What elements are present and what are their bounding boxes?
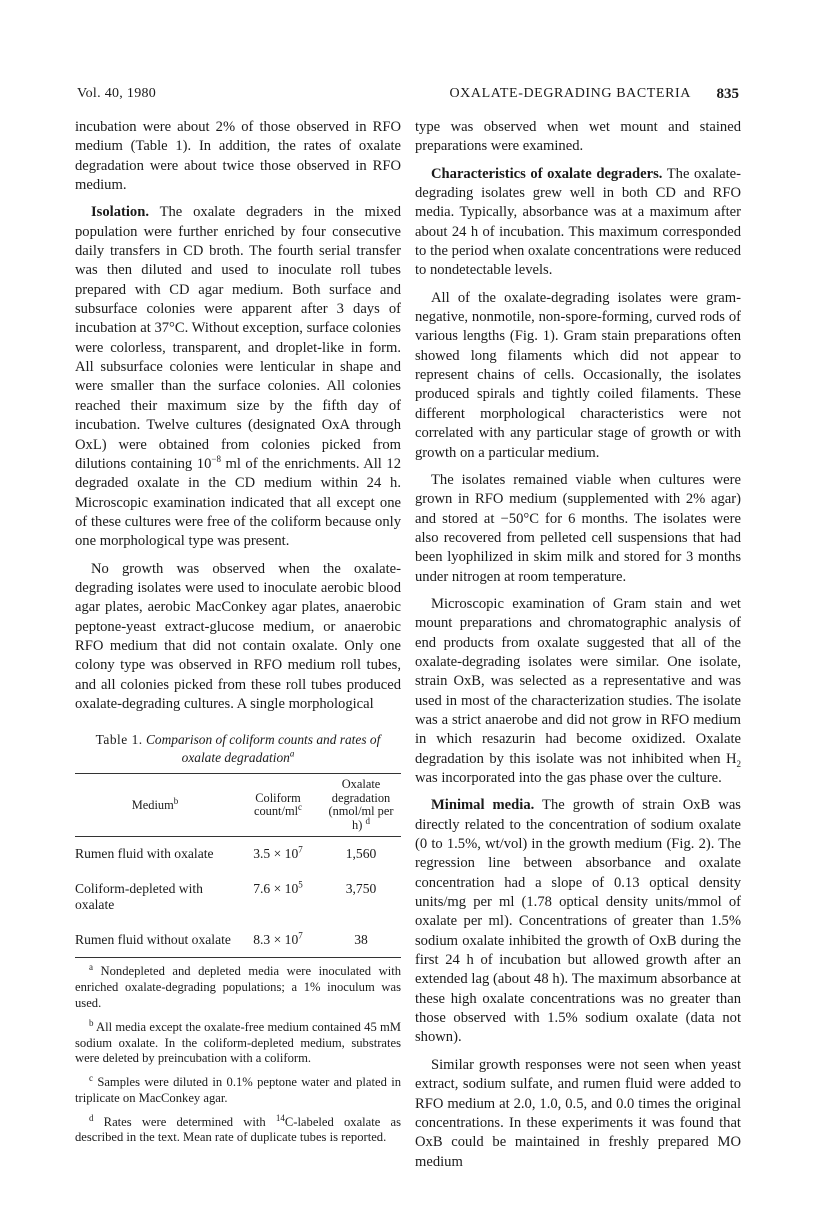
- volume-year: Vol. 40, 1980: [77, 86, 157, 101]
- paragraph-characteristics: [415, 165, 741, 281]
- paragraph-text: The growth of strain OxB was directly related to the concentration of sodium oxalate (0 to 1.5%, wt/vol) in the growth medium (Fig. 2). The regression line between absorbance and oxalate concentration had a slope of 0.13 optical density units/mg per ml (1.78 optical density units/mmol of oxalate per ml). Concentrations of greater than 1.5% sodium oxalate inhibited the growth of OxB during the first 24 h of incubation but allowed growth after an extended lag (about 48 h). The maximum absorbance at these high oxalate concentrations was no greater than those observed with 1.5% sodium oxalate (data not shown).: [415, 797, 741, 1046]
- right-column: [415, 118, 741, 1172]
- section-heading-characteristics: Characteristics of oxalate degraders.: [431, 165, 663, 182]
- table-title: Comparison of coliform counts and rates of oxalate degradation: [145, 732, 381, 766]
- paragraph-strain-oxb: Microscopic examination of Gram stain and wet mount preparations and chromatographic analysis of end products from oxalate suggested that all of the oxalate-degrading isolates were similar. One isolate, strain OxB, was selected as a representative and was used in most of the characterization studies. The isolate was a strict anaerobe and did not grow in RFO medium in which resazurin had become oxidized. Oxalate degradation by this isolate was not inhibited when $H_2$ was incorporated into the gas phase over the culture.: [415, 595, 741, 786]
- column-header-coliform-count: Coliform count/$ml^c$: [253, 790, 303, 819]
- table-row: [75, 923, 401, 958]
- footnote: $^b$ All media except the oxalate-free medium contained 45 mM sodium oxalate. In the coliform-depleted medium, substrates were deleted by preincubation with a coliform.: [75, 1017, 401, 1066]
- exponent: −8: [211, 453, 221, 464]
- table-row: [75, 837, 401, 872]
- page-number: 835: [716, 86, 739, 102]
- paragraph-growth-responses: Similar growth responses were not seen when yeast extract, sodium sulfate, and rumen fluid were added to RFO medium at 2.0, 1.0, 0.5, and 0.0 times the original concentrations. In these experiments it was found that OxB could be maintained in freshly prepared MO medium: [415, 1056, 741, 1170]
- paragraph-minimal-media: [415, 796, 741, 1047]
- footnote: $^d$ Rates were determined with $^{14}$C-labeled oxalate as described in the text. Mean rate of duplicate tubes is reported.: [75, 1112, 401, 1145]
- running-title: OXALATE-DEGRADING BACTERIA: [449, 86, 691, 101]
- paragraph-continued: type was observed when wet mount and stained preparations were examined.: [415, 119, 741, 155]
- footnote: $^c$ Samples were diluted in 0.1% peptone water and plated in triplicate on MacConkey agar.: [75, 1072, 401, 1105]
- subscript: 2: [736, 758, 741, 769]
- page-header: [77, 86, 739, 108]
- cell-coliform-count: $8.3 \times 10^7$: [253, 930, 303, 947]
- table-caption: [75, 731, 401, 767]
- cell-medium: Rumen fluid without oxalate: [75, 931, 231, 947]
- table-row: [75, 872, 401, 923]
- cell-degradation-rate: 38: [354, 931, 368, 947]
- cell-medium: Coliform-depleted with oxalate: [75, 880, 203, 913]
- cell-degradation-rate: 1,560: [345, 846, 377, 862]
- paragraph-continued: incubation were about 2% of those observed in RFO medium (Table 1). In addition, the rates of oxalate degradation were about twice those observed in RFO medium.: [75, 119, 401, 194]
- cell-coliform-count: $7.6 \times 10^5$: [253, 879, 303, 896]
- table-header-row: [75, 774, 401, 837]
- left-column: [75, 118, 401, 1146]
- paragraph-text: ml of the enrichments. All 12 degraded oxalate in the CD medium within 24 h. Microscopic examination indicated that all except one of these cultures were free of the coliform because only one morphological type was present.: [75, 455, 401, 550]
- table-label: Table 1.: [95, 732, 143, 748]
- paragraph-no-growth: No growth was observed when the oxalate-degrading isolates were used to inoculate aerobic blood agar plates, aerobic MacConkey agar plates, anaerobic peptone-yeast extract-glucose medium, or anaerobic RFO medium that did not contain oxalate. Only one colony type was observed in RFO medium roll tubes, and all colonies picked from these roll tubes produced oxalate-degrading cultures. A single morphological: [75, 560, 401, 712]
- footnote: $^a$ Nondepleted and depleted media were inoculated with enriched oxalate-degrading populations; a 1% inoculum was used.: [75, 962, 401, 1010]
- paragraph-morphology: All of the oxalate-degrading isolates were gram-negative, nonmotile, non-spore-forming, curved rods of various lengths (Fig. 1). Gram stain preparations often showed long filaments which did not appear to represent chains of cells. Occasionally, the isolates produced spirals and tightly coiled filaments. These different morphological characteristics were not correlated with any particular stage of growth or with growth on a particular medium.: [415, 289, 741, 461]
- cell-degradation-rate: 3,750: [345, 880, 377, 896]
- column-header-medium: Medium$^b$: [131, 795, 179, 812]
- paragraph-text: The oxalate-degrading isolates grew well in both CD and RFO media. Typically, absorbance was at a maximum after about 24 h of incubation. This maximum corresponded to the period when oxalate concentrations were reduced to nondetectable levels.: [415, 165, 742, 279]
- section-heading-minimal-media: Minimal media.: [431, 797, 535, 814]
- cell-coliform-count: $3.5 \times 10^7$: [253, 844, 303, 862]
- table-footnotes: [75, 964, 401, 1146]
- paragraph-text: The oxalate degraders in the mixed population were further enriched by four consecutive daily transfers in CD broth. The fourth serial transfer was then diluted and used to inoculate roll tubes prepared with CD agar medium. Both surface and subsurface colonies were apparent after 3 days of incubation at 37°C. Without exception, surface colonies were colorless, transparent, and droplet-like in form. All subsurface colonies were lenticular in shape and were smaller than the surface colonies. All colonies reached their maximum size by the fifth day of incubation. Twelve cultures (designated OxA through OxL) were obtained from colonies picked from dilutions containing 10: [75, 204, 401, 472]
- column-header-oxalate-degradation: Oxalate degradation (nmol/ml per h) $^d$: [328, 777, 394, 832]
- cell-medium: Rumen fluid with oxalate: [75, 846, 214, 862]
- paragraph-viability: The isolates remained viable when cultures were grown in RFO medium (supplemented with 2% agar) and stored at −50°C for 6 months. The isolates were also recovered from pelleted cell suspensions that had been lyophilized in skim milk and stored for 3 months under nitrogen at room temperature.: [415, 471, 741, 585]
- paragraph-isolation: [75, 203, 401, 551]
- footnote-mark: a: [289, 748, 295, 759]
- coliform-table: [75, 773, 401, 958]
- section-heading-isolation: Isolation.: [91, 204, 149, 221]
